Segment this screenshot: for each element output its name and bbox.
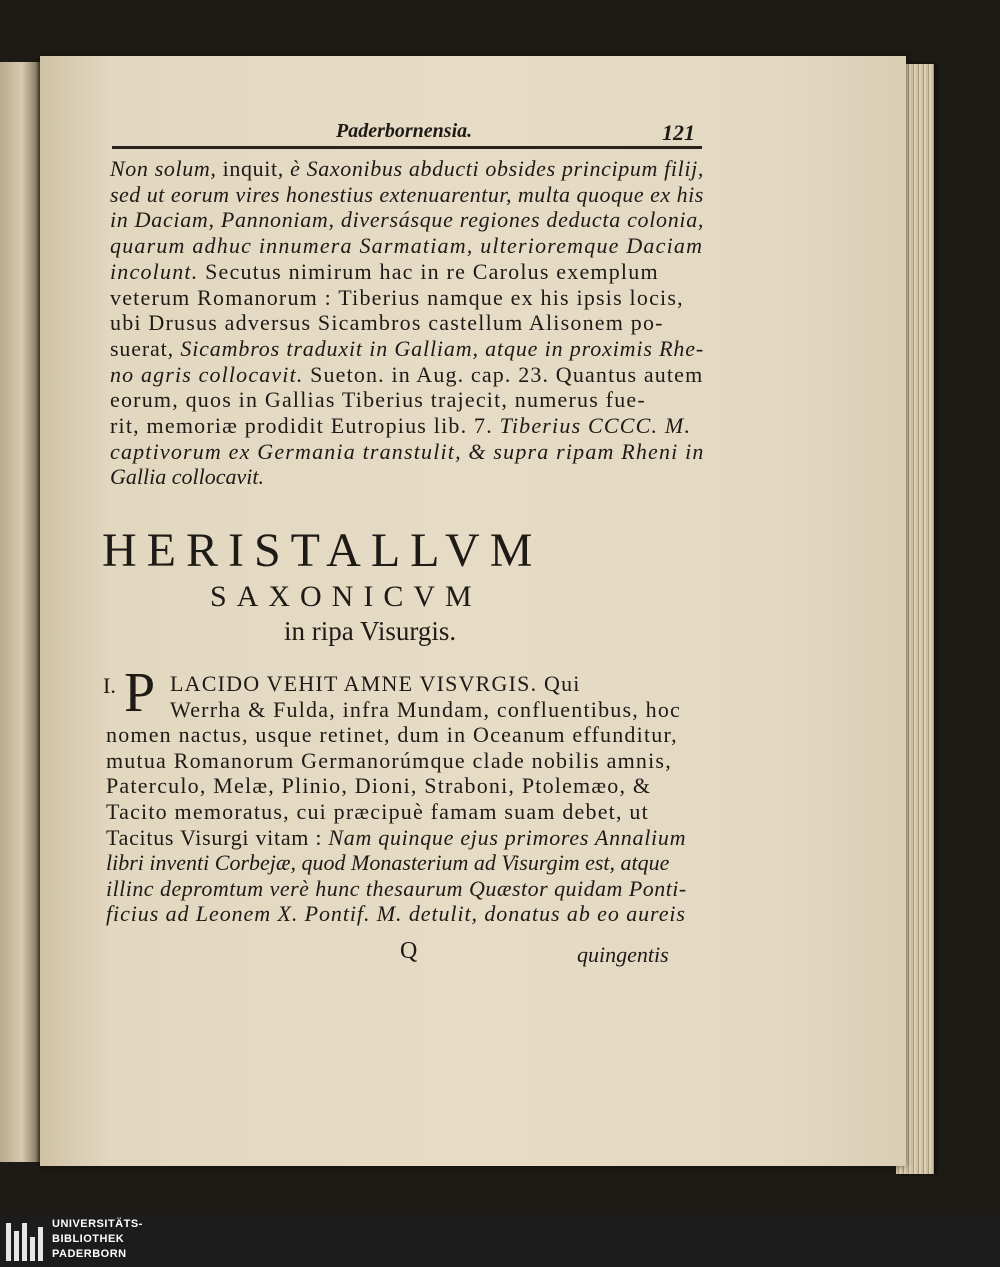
text-line (110, 310, 664, 336)
roman-run: veterum Romanorum : Tiberius namque ex his ipsis locis, (110, 284, 684, 310)
italic-run: Tiberius CCCC. M. (499, 413, 692, 438)
italic-run: ficius ad Leonem X. Pontif. M. detulit, donatus ab eo aureis (106, 901, 686, 927)
text-line (110, 259, 659, 285)
italic-run: captivorum ex Germania transtulit, & supra ripam Rheni in (110, 438, 705, 464)
roman-run: suerat, (110, 335, 181, 361)
italic-run: Nam quinque ejus primores Annalium (328, 824, 687, 850)
roman-run: Sueton. in Aug. cap. 23. Quantus autem (303, 361, 704, 387)
italic-run: libri inventi Corbejæ, quod Monasterium ad Visurgim est, atque (106, 850, 670, 876)
signature-mark: Q (400, 938, 418, 964)
text-line (106, 799, 649, 825)
italic-run: in Daciam, Pannoniam, diversásque regiones deducta colonia, (110, 207, 705, 233)
italic-run: illinc depromtum verè hunc thesaurum Quæstor quidam Ponti- (106, 875, 687, 901)
roman-run: ubi Drusus adversus Sicambros castellum Alisonem po- (110, 310, 664, 336)
roman-run: nomen nactus, usque retinet, dum in Oceanum effunditur, (106, 722, 678, 748)
text-line (110, 285, 684, 311)
text-line (110, 336, 704, 362)
text-line (110, 156, 704, 182)
italic-run: sed ut eorum vires honestius extenuarentur, multa quoque ex his (110, 181, 704, 207)
text-line (106, 773, 651, 799)
text-line (106, 850, 669, 876)
text-line (170, 671, 581, 697)
text-line (106, 748, 672, 774)
italic-run: Non solum, (110, 156, 217, 181)
text-line (106, 901, 686, 927)
left-page-edge (0, 62, 40, 1162)
catchword: quingentis (577, 942, 669, 967)
italic-run: incolunt. (110, 258, 199, 284)
roman-run: LACIDO VEHIT AMNE VISVRGIS. Qui (170, 671, 581, 696)
text-line (106, 825, 686, 851)
library-name-line-1: UNIVERSITÄTS- (52, 1218, 143, 1230)
library-name-line-3: PADERBORN (52, 1248, 127, 1260)
italic-run: Sicambros traduxit in Galliam, atque in proximis Rhe- (180, 335, 705, 361)
roman-run: Werrha & Fulda, infra Mundam, confluentibus, hoc (170, 696, 681, 722)
italic-run: quarum adhuc innumera Sarmatiam, ulterioremque Daciam (110, 233, 704, 259)
text-line (110, 182, 704, 208)
text-line (110, 233, 703, 259)
text-line (110, 464, 264, 490)
roman-run: inquit, (216, 156, 291, 181)
text-line (110, 207, 704, 233)
roman-run: Tacitus Visurgi vitam : (106, 824, 329, 850)
text-line (110, 413, 691, 439)
library-footer (0, 1215, 1000, 1267)
text-line (106, 876, 687, 902)
text-line (170, 697, 681, 723)
section-heading: HERISTALLVM (102, 524, 543, 577)
text-line (110, 439, 705, 465)
paragraph-number: I. (103, 673, 116, 698)
italic-run: no agris collocavit. (110, 361, 304, 387)
italic-run: è Saxonibus abducti obsides principum filij, (290, 156, 704, 181)
roman-run: Paterculo, Melæ, Plinio, Dioni, Straboni, Ptolemæo, & (106, 773, 652, 799)
text-line (106, 722, 678, 748)
library-logo-icon (6, 1223, 46, 1261)
drop-capital: P (124, 662, 156, 724)
text-line (110, 387, 646, 413)
roman-run: mutua Romanorum Germanorúmque clade nobilis amnis, (106, 747, 672, 773)
section-location: in ripa Visurgis. (284, 616, 457, 646)
page-number: 121 (662, 120, 695, 145)
library-name-line-2: BIBLIOTHEK (52, 1233, 125, 1245)
text-line (110, 362, 703, 388)
header-rule (112, 146, 702, 149)
roman-run: Tacito memoratus, cui præcipuè famam suam debet, ut (106, 799, 649, 824)
running-head: Paderbornensia. (336, 120, 473, 142)
italic-run: Gallia collocavit. (110, 464, 264, 490)
roman-run: Secutus nimirum hac in re Carolus exemplum (198, 258, 659, 284)
roman-run: eorum, quos in Gallias Tiberius trajecit, numerus fue- (110, 387, 646, 413)
roman-run: rit, memoriæ prodidit Eutropius lib. 7. (110, 413, 500, 438)
section-subheading: SAXONICVM (210, 580, 482, 613)
